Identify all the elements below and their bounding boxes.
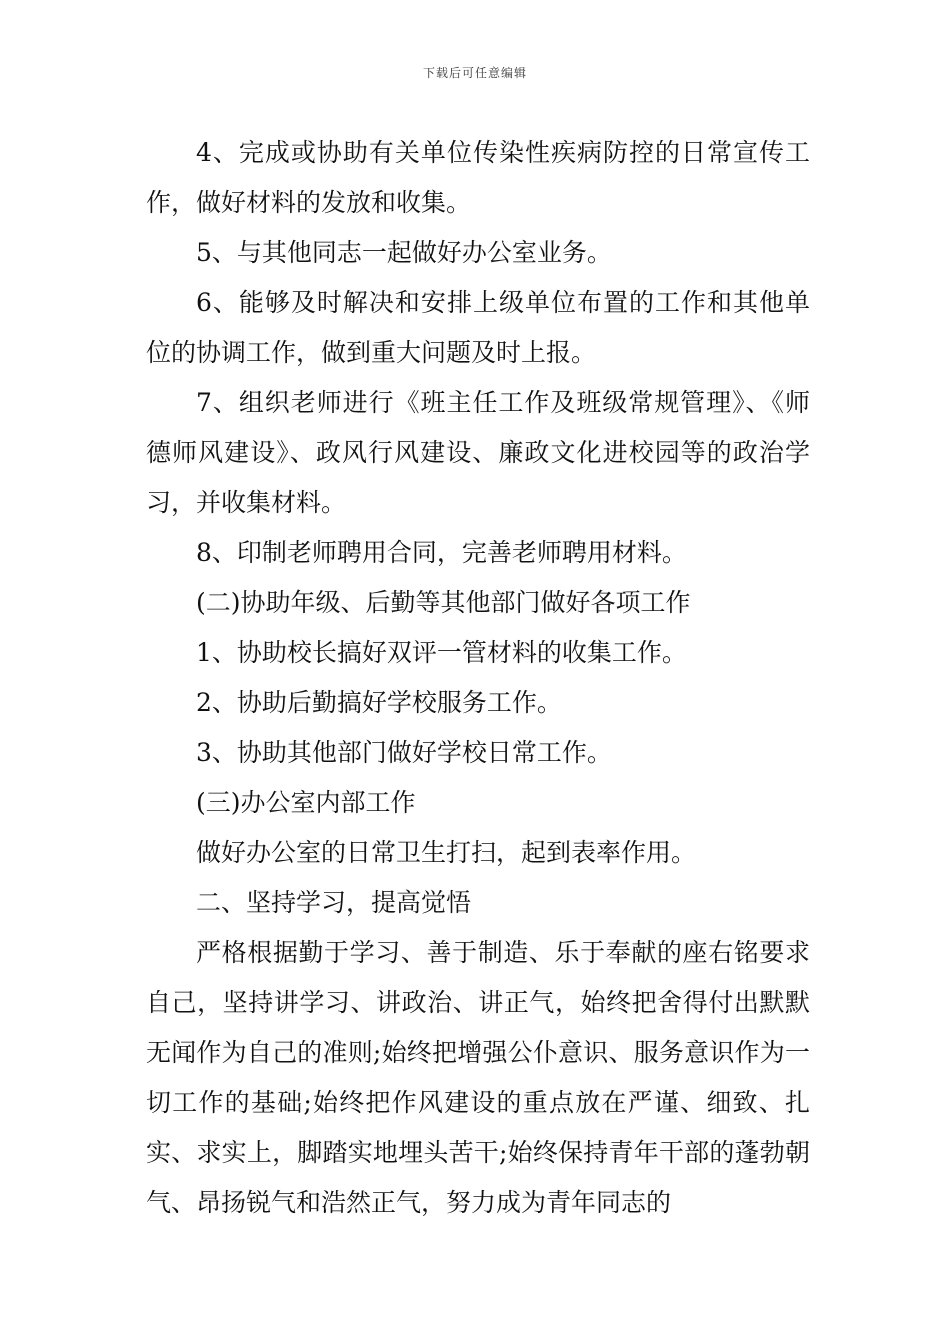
paragraph-assist-3: 3、协助其他部门做好学校日常工作。 <box>196 738 612 767</box>
section-heading-3: (三)办公室内部工作 <box>196 788 416 817</box>
paragraph-item-5: 5、与其他同志一起做好办公室业务。 <box>196 238 612 267</box>
paragraph-item-8: 8、印制老师聘用合同，完善老师聘用材料。 <box>196 538 687 567</box>
section-heading-study: 二、坚持学习，提高觉悟 <box>196 888 472 917</box>
paragraph-study-body: 严格根据勤于学习、善于制造、乐于奉献的座右铭要求自己，坚持讲学习、讲政治、讲正气，始终把舍得付出默默无闻作为自己的准则;始终把增强公仆意识、服务意识作为一切工作的基础;始终把作风建设的重点放在严谨、细致、扎实、求实上，脚踏实地埋头苦干;始终保持青年干部的蓬勃朝气、昂扬锐气和浩然正气，努力成为青年同志的 <box>146 938 810 1217</box>
paragraph-item-7: 7、组织老师进行《班主任工作及班级常规管理》、《师德师风建设》、政风行风建设、廉政文化进校园等的政治学习，并收集材料。 <box>146 388 810 517</box>
paragraph-office-internal: 做好办公室的日常卫生打扫，起到表率作用。 <box>196 838 697 867</box>
paragraph-assist-1: 1、协助校长搞好双评一管材料的收集工作。 <box>196 638 687 667</box>
paragraph-assist-2: 2、协助后勤搞好学校服务工作。 <box>196 688 562 717</box>
section-heading-2: (二)协助年级、后勤等其他部门做好各项工作 <box>196 588 691 617</box>
header-note: 下载后可任意编辑 <box>422 66 527 80</box>
paragraph-item-6: 6、能够及时解决和安排上级单位布置的工作和其他单位的协调工作，做到重大问题及时上报。 <box>146 288 810 367</box>
paragraph-item-4: 4、完成或协助有关单位传染性疾病防控的日常宣传工作，做好材料的发放和收集。 <box>146 138 810 217</box>
document-body <box>146 128 810 1228</box>
